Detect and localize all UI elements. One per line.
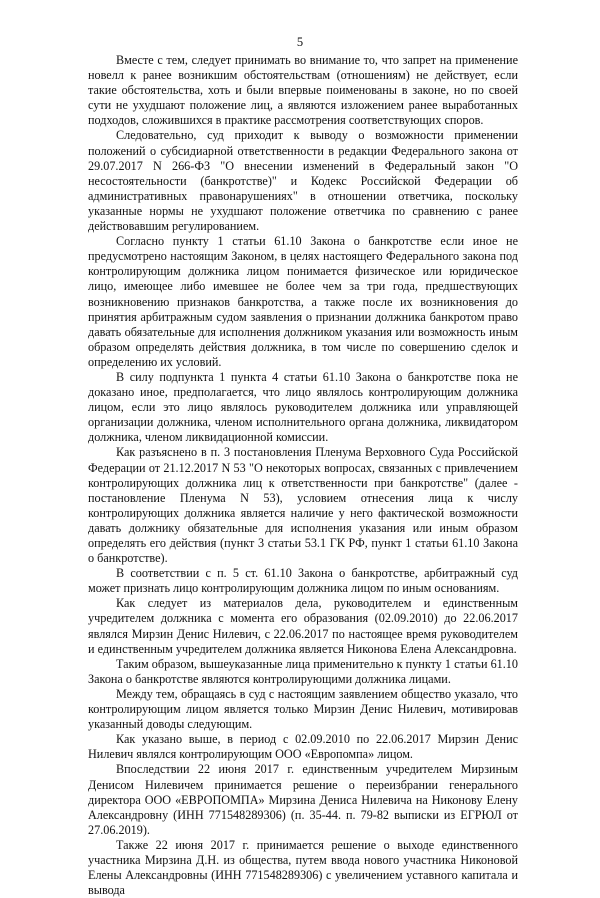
- paragraph: В соответствии с п. 5 ст. 61.10 Закона о банкротстве, арбитражный суд может признать лицо контролирующим должника лицом по иным основаниям.: [88, 566, 518, 596]
- paragraph: Впоследствии 22 июня 2017 г. единственным учредителем Мирзиным Денисом Нилевичем принимается решение о переизбрании генерального директора ООО «ЕВРОПОМПА» Мирзина Дениса Нилевича на Никонову Елену Александровну (ИНН 771548289306) (п. 35-44. п. 79-82 выписки из ЕГРЮЛ от 27.06.2019).: [88, 762, 518, 837]
- paragraph: Как следует из материалов дела, руководителем и единственным учредителем должника с момента его образования (02.09.2010) до 22.06.2017 являлся Мирзин Денис Нилевич, с 22.06.2017 по настоящее время руководителем и единственным учредителем должника является Никонова Елена Александровна.: [88, 596, 518, 656]
- paragraph: Также 22 июня 2017 г. принимается решение о выходе единственного участника Мирзина Д.Н. из общества, путем ввода нового участника Никоновой Елены Александровны (ИНН 771548289306) с увеличением уставного капитала и вывода: [88, 837, 518, 898]
- page-number: 5: [296, 35, 304, 49]
- paragraph: Как разъяснено в п. 3 постановления Пленума Верховного Суда Российской Федерации от 21.12.2017 N 53 "О некоторых вопросах, связанных с привлечением контролирующих должника лиц к ответственности при банкротстве" (далее - постановление Пленума N 53), условием отнесения лица к числу контролирующих должника является наличие у него фактической возможности давать должнику обязательные для исполнения указания или иным образом определять его действия (пункт 3 статьи 53.1 ГК РФ, пункт 1 статьи 61.10 Закона о банкротстве).: [88, 445, 518, 566]
- paragraph: Согласно пункту 1 статьи 61.10 Закона о банкротстве если иное не предусмотрено настоящим Законом, в целях настоящего Федерального закона под контролирующим должника лицом понимается физическое или юридическое лицо, имеющее либо имевшее не более чем за три года, предшествующих возникновению признаков банкротства, а также после их возникновения до принятия арбитражным судом заявления о признании должника банкротом право давать обязательные для исполнения должником указания или возможность иным образом определять действия должника, в том числе по совершению сделок и определению их условий.: [88, 234, 518, 369]
- document-body: [88, 53, 518, 898]
- paragraph: Следовательно, суд приходит к выводу о возможности применении положений о субсидиарной ответственности в редакции Федерального закона от 29.07.2017 N 266-ФЗ "О внесении изменений в Федеральный закон "О несостоятельности (банкротстве)" и Кодекс Российской Федерации об административных правонарушениях" в отношении ответчика, поскольку указанные нормы не ухудшают положение ответчика по сравнению с ранее действовавшим регулированием.: [88, 128, 518, 234]
- paragraph: Вместе с тем, следует принимать во внимание то, что запрет на применение новелл к ранее возникшим обстоятельствам (отношениям) не действует, если такие обстоятельства, хоть и были впервые поименованы в законе, но по своей сути не ухудшают положение лиц, а являются изложением ранее выработанных подходов, сложившихся в практике рассмотрения соответствующих споров.: [88, 53, 518, 128]
- paragraph: В силу подпункта 1 пункта 4 статьи 61.10 Закона о банкротстве пока не доказано иное, предполагается, что лицо являлось контролирующим должника лицом, если это лицо являлось руководителем должника или управляющей организации должника, членом исполнительного органа должника, ликвидатором должника, членом ликвидационной комиссии.: [88, 369, 518, 445]
- paragraph: Таким образом, вышеуказанные лица применительно к пункту 1 статьи 61.10 Закона о банкротстве являются контролирующими должника лицами.: [88, 656, 518, 686]
- paragraph: Между тем, обращаясь в суд с настоящим заявлением общество указало, что контролирующим лицом является только Мирзин Денис Нилевич, мотивировав указанный доводы следующим.: [88, 686, 518, 732]
- paragraph: Как указано выше, в период с 02.09.2010 по 22.06.2017 Мирзин Денис Нилевич являлся контролирующим ООО «Европомпа» лицом.: [88, 732, 518, 762]
